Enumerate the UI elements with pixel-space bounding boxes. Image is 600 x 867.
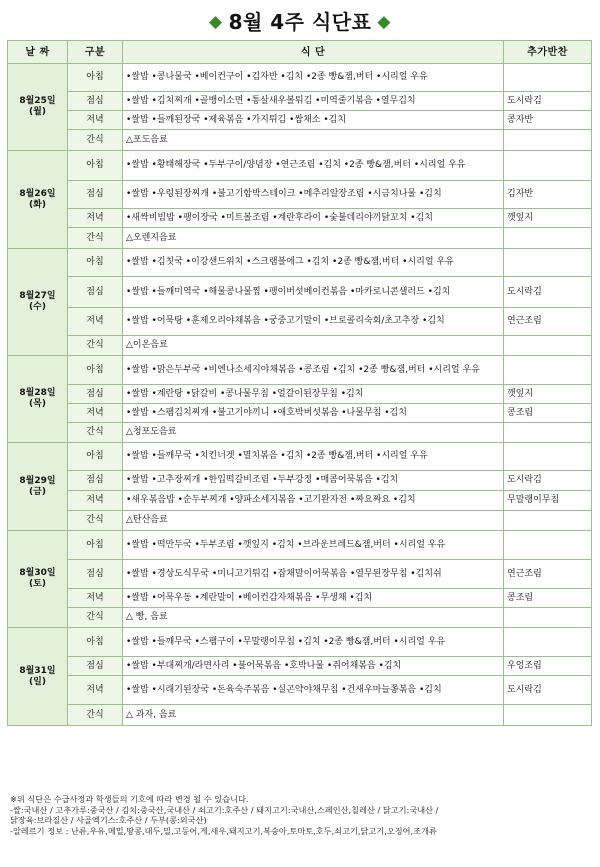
extra-dish: 콩조림 [504, 404, 592, 423]
table-row [8, 151, 592, 181]
meal-menu: •새우볶음밥 •순두부찌개 •양파소세지볶음 •고기완자전 •짜요짜요 •김치 [123, 491, 504, 511]
diamond-right-icon: ◆ [377, 12, 391, 32]
header-type: 구분 [68, 41, 123, 64]
day-weekday: (목) [29, 399, 46, 409]
table-row [8, 308, 592, 336]
day-weekday: (수) [29, 302, 46, 312]
meal-type: 간식 [68, 336, 123, 356]
table-row [8, 676, 592, 705]
note-line: -알레르기 정보 : 난류,우유,메밀,땅콩,대두,밀,고등어,게,새우,돼지고기,복숭아,토마토,호두,쇠고기,닭고기,오징어,조개류 [10, 825, 437, 836]
meal-type: 저녁 [68, 676, 123, 705]
day-date: 8월27일 [19, 291, 56, 301]
table-row [8, 277, 592, 308]
extra-dish [504, 423, 592, 443]
extra-dish [504, 628, 592, 657]
meal-menu: •쌀밥 •어묵탕 •훈제오리야채볶음 •궁중고기말이 •브로콜리숙회/초고추장 •김치 [123, 308, 504, 336]
meal-type: 아침 [68, 356, 123, 385]
meal-menu: •쌀밥 •콩나물국 •베이컨구이 •김자반 •김치 •2종 빵&잼,버터 •시리얼 우유 [123, 64, 504, 92]
meal-type: 아침 [68, 531, 123, 560]
meal-type: 아침 [68, 151, 123, 181]
header-date: 날 짜 [8, 41, 68, 64]
meal-type: 점심 [68, 560, 123, 589]
table-row [8, 130, 592, 151]
day-date: 8월25일 [19, 96, 56, 106]
extra-dish: 깻잎지 [504, 385, 592, 404]
day-weekday: (토) [29, 579, 46, 589]
meal-menu: •쌀밥 •시래기된장국 •돈육숙주볶음 •실곤약야채무침 •건새우마늘쫑볶음 •김치 [123, 676, 504, 705]
day-cell [8, 531, 68, 628]
extra-dish: 깻잎지 [504, 209, 592, 228]
note-line: ※위 식단은 수급사정과 학생들의 기호에 따라 변경 될 수 있습니다. [10, 794, 249, 804]
meal-type: 점심 [68, 385, 123, 404]
table-row [8, 531, 592, 560]
day-date: 8월28일 [19, 388, 56, 398]
table-row [8, 249, 592, 277]
meal-type: 저녁 [68, 209, 123, 228]
header-row [8, 41, 592, 64]
table-row [8, 443, 592, 471]
meal-menu: •쌀밥 •김치찌개 •골뱅이소면 •통살새우볼튀김 •미역줄기볶음 •열무김치 [123, 92, 504, 111]
meal-menu: △이온음료 [123, 336, 504, 356]
meal-menu: •쌀밥 •스팸김치찌개 •불고기야끼니 •애호박버섯볶음 •나물무침 •김치 [123, 404, 504, 423]
day-cell [8, 443, 68, 531]
day-weekday: (금) [29, 486, 46, 497]
extra-dish: 연근조림 [504, 308, 592, 336]
table-row [8, 589, 592, 608]
note-line: 닭장육:브라질산 / 사골엑기스:호주산 / 두부(콩:외국산) [10, 815, 207, 825]
extra-dish [504, 336, 592, 356]
table-row [8, 209, 592, 228]
table-row [8, 705, 592, 726]
meal-type: 점심 [68, 92, 123, 111]
day-cell [8, 64, 68, 151]
meal-type: 저녁 [68, 491, 123, 511]
day-date: 8월31일 [19, 665, 56, 676]
meal-type: 저녁 [68, 589, 123, 608]
day-date: 8월30일 [19, 568, 56, 578]
day-cell [8, 628, 68, 726]
day-cell [8, 249, 68, 356]
table-row [8, 404, 592, 423]
meal-menu: •쌀밥 •어묵우동 •계란말이 •베이컨감자채볶음 •무생채 •김치 [123, 589, 504, 608]
extra-dish: 콩자반 [504, 111, 592, 130]
page-title [0, 6, 600, 35]
meal-menu: •새싹비빔밥 •팽이장국 •미트볼조림 •계란후라이 •숯불데리야끼닭꼬치 •김치 [123, 209, 504, 228]
meal-menu: △청포도음료 [123, 423, 504, 443]
meal-menu: △ 과자, 음료 [123, 705, 504, 726]
table-row [8, 356, 592, 385]
extra-dish [504, 64, 592, 92]
meal-type: 저녁 [68, 111, 123, 130]
table-row [8, 628, 592, 657]
meal-type: 간식 [68, 130, 123, 151]
extra-dish: 우엉조림 [504, 657, 592, 676]
extra-dish: 도시락김 [504, 676, 592, 705]
table-row [8, 423, 592, 443]
extra-dish [504, 356, 592, 385]
meal-menu: •쌀밥 •우렁된장찌개 •불고기함박스테이크 •메추리알장조림 •시금치나물 •김치 [123, 181, 504, 209]
table-row [8, 228, 592, 249]
meal-type: 간식 [68, 423, 123, 443]
menu-body [8, 64, 592, 726]
extra-dish [504, 151, 592, 181]
table-row [8, 111, 592, 130]
day-cell [8, 151, 68, 249]
extra-dish [504, 511, 592, 531]
meal-menu: •쌀밥 •고추장찌개 •한입떡갈비조림 •두부강정 •매콤어묵볶음 •김치 [123, 471, 504, 491]
extra-dish: 김자반 [504, 181, 592, 209]
extra-dish [504, 705, 592, 726]
title-text: 8월 4주 식단표 [228, 10, 372, 34]
extra-dish: 도시락김 [504, 277, 592, 308]
meal-menu: •쌀밥 •떡만두국 •두부조림 •깻잎지 •김치 •브라운브레드&잼,버터 •시리얼 우유 [123, 531, 504, 560]
meal-menu: △오렌지음료 [123, 228, 504, 249]
meal-menu: •쌀밥 •황태해장국 •두부구이/양념장 •연근조림 •김치 •2종 빵&잼,버터 •시리얼 우유 [123, 151, 504, 181]
day-weekday: (화) [29, 199, 46, 210]
meal-type: 간식 [68, 228, 123, 249]
table-row [8, 657, 592, 676]
meal-type: 아침 [68, 443, 123, 471]
meal-type: 점심 [68, 471, 123, 491]
extra-dish [504, 130, 592, 151]
table-row [8, 511, 592, 531]
extra-dish: 도시락김 [504, 92, 592, 111]
extra-dish: 연근조림 [504, 560, 592, 589]
extra-dish [504, 608, 592, 628]
meal-menu: •쌀밥 •들깨된장국 •제육볶음 •가지튀김 •쌈채소 •김치 [123, 111, 504, 130]
meal-type: 점심 [68, 657, 123, 676]
meal-type: 아침 [68, 249, 123, 277]
meal-type: 간식 [68, 511, 123, 531]
meal-type: 저녁 [68, 308, 123, 336]
meal-menu: •쌀밥 •들깨무국 •스팸구이 •무말랭이무침 •김치 •2종 빵&잼,버터 •시리얼 우유 [123, 628, 504, 657]
day-weekday: (일) [29, 676, 46, 687]
meal-menu: •쌀밥 •부대찌개/라면사리 •불어묵볶음 •호박나물 •쥐어채볶음 •김치 [123, 657, 504, 676]
meal-type: 아침 [68, 64, 123, 92]
meal-menu: △ 빵, 음료 [123, 608, 504, 628]
meal-type: 아침 [68, 628, 123, 657]
table-row [8, 560, 592, 589]
extra-dish [504, 249, 592, 277]
meal-type: 점심 [68, 277, 123, 308]
table-row [8, 92, 592, 111]
extra-dish [504, 228, 592, 249]
notes [10, 794, 592, 836]
menu-table [7, 40, 592, 726]
meal-menu: •쌀밥 •경상도식무국 •미니고기튀김 •잡채말이어묵볶음 •열무된장무침 •김치쉬 [123, 560, 504, 589]
header-extra: 추가반찬 [504, 41, 592, 64]
meal-menu: •쌀밥 •맑은두부국 •비엔나소세지야채볶음 •콩조림 •김치 •2종 빵&잼,버터 •시리얼 우유 [123, 356, 504, 385]
meal-menu: •쌀밥 •계란탕 •닭갈비 •콩나물무침 •얼갈이된장무침 •김치 [123, 385, 504, 404]
meal-menu: △탄산음료 [123, 511, 504, 531]
meal-menu: •쌀밥 •들깨무국 •치킨너겟 •멸치볶음 •김치 •2종 빵&잼,버터 •시리얼 우유 [123, 443, 504, 471]
table-row [8, 181, 592, 209]
note-line: -쌀:국내산 / 고추가루:중국산 / 김치:중국산,국내산 / 쇠고기:호주산 / 돼지고기:국내산,스페인산,칠레산 / 닭고기:국내산 / [10, 804, 439, 815]
table-row [8, 385, 592, 404]
table-row [8, 336, 592, 356]
day-weekday: (월) [29, 107, 46, 117]
meal-type: 간식 [68, 608, 123, 628]
day-date: 8월29일 [19, 475, 56, 486]
diamond-left-icon: ◆ [208, 12, 223, 32]
meal-menu: •쌀밥 •들깨미역국 •해물콩나물찜 •팽이버섯베이컨볶음 •마카로니콘샐러드 •김치 [123, 277, 504, 308]
table-row [8, 471, 592, 491]
table-row [8, 491, 592, 511]
day-date: 8월26일 [19, 188, 56, 199]
extra-dish: 콩조림 [504, 589, 592, 608]
header-menu: 식 단 [123, 41, 504, 64]
extra-dish [504, 443, 592, 471]
table-row [8, 608, 592, 628]
meal-menu: •쌀밥 •김칫국 •이강샌드위치 •스크램블에그 •김치 •2종 빵&잼,버터 •시리얼 우유 [123, 249, 504, 277]
extra-dish: 도시락김 [504, 471, 592, 491]
meal-menu: △포도음료 [123, 130, 504, 151]
day-cell [8, 356, 68, 443]
extra-dish: 무말랭이무침 [504, 491, 592, 511]
meal-type: 간식 [68, 705, 123, 726]
meal-type: 저녁 [68, 404, 123, 423]
meal-type: 점심 [68, 181, 123, 209]
table-row [8, 64, 592, 92]
extra-dish [504, 531, 592, 560]
